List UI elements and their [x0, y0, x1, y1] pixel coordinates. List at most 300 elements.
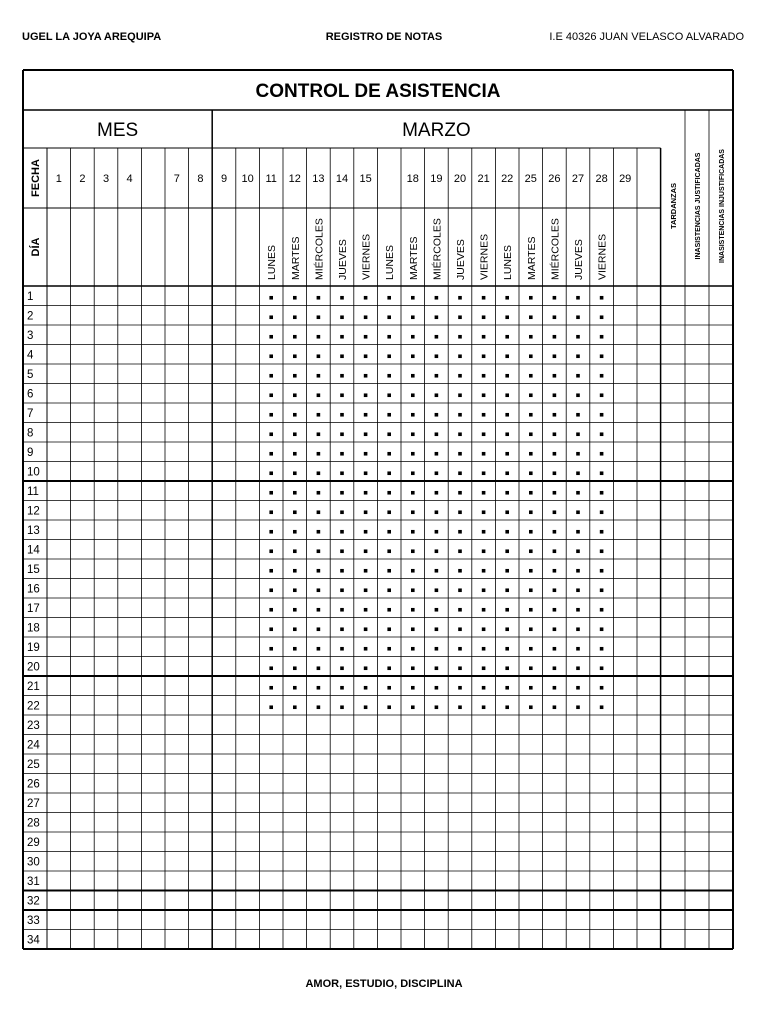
attendance-mark	[293, 666, 297, 670]
attendance-mark	[505, 705, 509, 709]
attendance-mark	[529, 510, 533, 514]
attendance-mark	[553, 588, 557, 592]
attendance-mark	[576, 627, 580, 631]
weekday-label: MARTES	[525, 236, 538, 280]
attendance-mark	[387, 549, 391, 553]
attendance-mark	[482, 471, 486, 475]
attendance-mark	[387, 588, 391, 592]
student-row-number: 6	[27, 388, 34, 401]
attendance-mark	[529, 432, 533, 436]
attendance-mark	[529, 666, 533, 670]
attendance-mark	[293, 471, 297, 475]
attendance-mark	[482, 432, 486, 436]
attendance-mark	[553, 354, 557, 358]
attendance-mark	[576, 491, 580, 495]
student-row-number: 18	[27, 622, 40, 635]
attendance-mark	[529, 413, 533, 417]
attendance-mark	[317, 432, 321, 436]
attendance-mark	[600, 569, 604, 573]
attendance-mark	[269, 530, 273, 534]
attendance-mark	[435, 666, 439, 670]
attendance-mark	[600, 315, 604, 319]
attendance-mark	[482, 413, 486, 417]
attendance-mark	[317, 296, 321, 300]
attendance-mark	[340, 588, 344, 592]
attendance-mark	[317, 452, 321, 456]
attendance-mark	[482, 452, 486, 456]
attendance-mark	[576, 471, 580, 475]
attendance-mark	[269, 588, 273, 592]
attendance-mark	[293, 374, 297, 378]
attendance-mark	[482, 608, 486, 612]
weekday-label: LUNES	[502, 244, 515, 280]
attendance-mark	[458, 335, 462, 339]
attendance-mark	[553, 666, 557, 670]
attendance-mark	[340, 686, 344, 690]
attendance-mark	[505, 627, 509, 631]
attendance-mark	[529, 588, 533, 592]
attendance-mark	[364, 335, 368, 339]
attendance-mark	[387, 705, 391, 709]
attendance-mark	[458, 569, 462, 573]
attendance-mark	[458, 315, 462, 319]
attendance-mark	[482, 393, 486, 397]
attendance-mark	[317, 471, 321, 475]
date-number: 20	[453, 173, 467, 185]
attendance-mark	[364, 530, 368, 534]
attendance-mark	[387, 608, 391, 612]
attendance-mark	[529, 374, 533, 378]
date-number: 9	[220, 173, 228, 185]
attendance-mark	[293, 647, 297, 651]
attendance-mark	[529, 705, 533, 709]
attendance-mark	[482, 354, 486, 358]
student-row-number: 1	[27, 291, 34, 303]
student-row-number: 31	[27, 876, 40, 888]
attendance-mark	[387, 647, 391, 651]
attendance-mark	[600, 296, 604, 300]
attendance-mark	[529, 686, 533, 690]
date-number: 22	[501, 173, 514, 185]
attendance-mark	[458, 432, 462, 436]
attendance-mark	[340, 530, 344, 534]
attendance-mark	[458, 549, 462, 553]
attendance-mark	[600, 374, 604, 378]
attendance-mark	[340, 393, 344, 397]
attendance-mark	[364, 510, 368, 514]
attendance-mark	[293, 296, 297, 300]
attendance-mark	[553, 315, 557, 319]
attendance-mark	[317, 491, 321, 495]
attendance-mark	[505, 432, 509, 436]
student-row-number: 13	[27, 525, 40, 537]
weekday-label: VIERNES	[596, 233, 609, 280]
attendance-mark	[435, 296, 439, 300]
attendance-mark	[553, 627, 557, 631]
attendance-mark	[458, 608, 462, 612]
attendance-mark	[505, 413, 509, 417]
date-number: 21	[477, 173, 490, 185]
attendance-mark	[435, 608, 439, 612]
attendance-mark	[293, 627, 297, 631]
attendance-mark	[269, 569, 273, 573]
attendance-mark	[293, 510, 297, 514]
attendance-mark	[600, 647, 604, 651]
attendance-mark	[529, 627, 533, 631]
attendance-mark	[458, 413, 462, 417]
attendance-mark	[553, 432, 557, 436]
attendance-mark	[576, 549, 580, 553]
attendance-mark	[269, 413, 273, 417]
attendance-mark	[411, 452, 415, 456]
date-number: 28	[595, 173, 608, 185]
attendance-mark	[458, 647, 462, 651]
attendance-mark	[435, 530, 439, 534]
attendance-mark	[364, 452, 368, 456]
attendance-mark	[529, 335, 533, 339]
attendance-mark	[529, 354, 533, 358]
attendance-mark	[387, 335, 391, 339]
attendance-mark	[529, 491, 533, 495]
attendance-mark	[293, 686, 297, 690]
attendance-mark	[435, 510, 439, 514]
weekday-label: LUNES	[384, 244, 397, 280]
date-number: 26	[548, 173, 561, 185]
student-row-number: 29	[27, 837, 40, 849]
attendance-mark	[340, 666, 344, 670]
attendance-mark	[293, 413, 297, 417]
weekday-label: VIERNES	[360, 233, 373, 280]
attendance-mark	[411, 588, 415, 592]
attendance-mark	[293, 393, 297, 397]
attendance-mark	[600, 432, 604, 436]
attendance-mark	[600, 335, 604, 339]
weekday-label: MIÉRCOLES	[313, 218, 326, 280]
attendance-mark	[482, 666, 486, 670]
attendance-mark	[458, 705, 462, 709]
attendance-mark	[411, 413, 415, 417]
attendance-mark	[317, 335, 321, 339]
attendance-mark	[600, 588, 604, 592]
attendance-mark	[505, 471, 509, 475]
attendance-mark	[576, 705, 580, 709]
date-number: 27	[571, 173, 585, 185]
attendance-mark	[340, 315, 344, 319]
attendance-mark	[576, 374, 580, 378]
attendance-mark	[293, 432, 297, 436]
attendance-mark	[505, 686, 509, 690]
student-row-number: 24	[27, 739, 40, 752]
attendance-mark	[317, 549, 321, 553]
weekday-label: JUEVES	[573, 239, 585, 280]
attendance-mark	[600, 549, 604, 553]
student-row-number: 25	[27, 759, 40, 771]
student-row-number: 17	[27, 603, 40, 615]
attendance-mark	[269, 647, 273, 651]
student-row-number: 34	[27, 934, 40, 947]
attendance-mark	[505, 374, 509, 378]
attendance-mark	[269, 627, 273, 631]
attendance-mark	[576, 296, 580, 300]
attendance-mark	[364, 549, 368, 553]
attendance-mark	[458, 374, 462, 378]
attendance-mark	[364, 374, 368, 378]
attendance-mark	[293, 530, 297, 534]
attendance-mark	[529, 569, 533, 573]
student-row-number: 2	[27, 310, 34, 323]
attendance-mark	[411, 471, 415, 475]
attendance-mark	[600, 471, 604, 475]
attendance-mark	[340, 491, 344, 495]
student-row-number: 5	[27, 369, 34, 381]
attendance-mark	[600, 686, 604, 690]
attendance-mark	[317, 705, 321, 709]
attendance-mark	[411, 296, 415, 300]
attendance-mark	[411, 647, 415, 651]
attendance-mark	[529, 608, 533, 612]
attendance-mark	[317, 374, 321, 378]
attendance-mark	[482, 335, 486, 339]
student-row-number: 32	[27, 895, 40, 908]
attendance-mark	[505, 569, 509, 573]
student-row-number: 15	[27, 564, 40, 576]
fecha-label: FECHA	[30, 159, 42, 197]
weekday-label: MIÉRCOLES	[549, 218, 562, 280]
attendance-mark	[364, 315, 368, 319]
attendance-mark	[458, 452, 462, 456]
attendance-mark	[269, 666, 273, 670]
attendance-mark	[458, 354, 462, 358]
attendance-mark	[411, 393, 415, 397]
attendance-mark	[340, 374, 344, 378]
attendance-mark	[411, 315, 415, 319]
student-row-number: 14	[27, 544, 40, 557]
attendance-mark	[340, 608, 344, 612]
attendance-mark	[529, 471, 533, 475]
attendance-mark	[317, 569, 321, 573]
attendance-mark	[340, 452, 344, 456]
attendance-mark	[553, 413, 557, 417]
attendance-mark	[269, 393, 273, 397]
attendance-mark	[600, 354, 604, 358]
attendance-mark	[387, 491, 391, 495]
attendance-mark	[387, 354, 391, 358]
attendance-mark	[411, 569, 415, 573]
attendance-mark	[411, 686, 415, 690]
attendance-mark	[411, 374, 415, 378]
attendance-mark	[435, 413, 439, 417]
summary-header: TARDANZAS	[668, 182, 678, 230]
attendance-mark	[293, 452, 297, 456]
attendance-mark	[553, 608, 557, 612]
attendance-mark	[411, 608, 415, 612]
attendance-mark	[411, 354, 415, 358]
attendance-mark	[293, 705, 297, 709]
attendance-mark	[387, 452, 391, 456]
attendance-mark	[482, 491, 486, 495]
attendance-mark	[435, 393, 439, 397]
date-number: 14	[335, 173, 349, 185]
student-row-number: 23	[27, 720, 40, 732]
attendance-mark	[435, 491, 439, 495]
attendance-mark	[364, 413, 368, 417]
attendance-mark	[553, 549, 557, 553]
attendance-mark	[293, 608, 297, 612]
attendance-mark	[435, 335, 439, 339]
attendance-mark	[576, 530, 580, 534]
attendance-mark	[387, 432, 391, 436]
attendance-mark	[458, 686, 462, 690]
header-registro: REGISTRO DE NOTAS	[325, 31, 443, 43]
attendance-mark	[317, 588, 321, 592]
attendance-mark	[340, 296, 344, 300]
attendance-mark	[269, 335, 273, 339]
header-ugel: UGEL LA JOYA AREQUIPA	[22, 31, 162, 43]
attendance-mark	[364, 296, 368, 300]
attendance-mark	[411, 705, 415, 709]
attendance-mark	[387, 530, 391, 534]
attendance-mark	[340, 647, 344, 651]
attendance-mark	[411, 530, 415, 534]
student-row-number: 7	[27, 408, 34, 420]
attendance-mark	[553, 569, 557, 573]
attendance-mark	[576, 335, 580, 339]
date-number: 19	[430, 173, 443, 185]
student-row-number: 4	[27, 349, 34, 362]
attendance-mark	[600, 608, 604, 612]
attendance-mark	[458, 588, 462, 592]
attendance-mark	[435, 647, 439, 651]
attendance-mark	[269, 432, 273, 436]
attendance-mark	[269, 296, 273, 300]
attendance-mark	[600, 491, 604, 495]
attendance-mark	[553, 705, 557, 709]
attendance-mark	[387, 374, 391, 378]
attendance-mark	[269, 452, 273, 456]
attendance-mark	[576, 393, 580, 397]
weekday-label: MARTES	[407, 236, 420, 280]
student-row-number: 12	[27, 505, 40, 518]
attendance-mark	[411, 335, 415, 339]
student-row-number: 10	[27, 466, 40, 479]
attendance-mark	[317, 413, 321, 417]
attendance-mark	[269, 471, 273, 475]
attendance-mark	[435, 354, 439, 358]
attendance-mark	[340, 335, 344, 339]
weekday-label: JUEVES	[455, 239, 467, 280]
date-number: 7	[173, 173, 180, 185]
weekday-label: LUNES	[266, 244, 279, 280]
attendance-mark	[529, 647, 533, 651]
attendance-mark	[553, 530, 557, 534]
attendance-mark	[576, 686, 580, 690]
attendance-mark	[293, 335, 297, 339]
attendance-mark	[576, 588, 580, 592]
attendance-mark	[576, 647, 580, 651]
attendance-mark	[340, 471, 344, 475]
student-row-number: 3	[27, 330, 34, 342]
attendance-mark	[317, 510, 321, 514]
dia-label: DÍA	[30, 237, 42, 257]
student-row-number: 28	[27, 817, 40, 830]
weekday-label: MARTES	[289, 236, 302, 280]
attendance-mark	[505, 549, 509, 553]
attendance-mark	[458, 393, 462, 397]
attendance-mark	[411, 627, 415, 631]
attendance-mark	[435, 686, 439, 690]
attendance-mark	[340, 413, 344, 417]
attendance-mark	[553, 686, 557, 690]
attendance-mark	[529, 393, 533, 397]
attendance-mark	[387, 296, 391, 300]
attendance-mark	[387, 510, 391, 514]
attendance-mark	[458, 491, 462, 495]
student-row-number: 9	[27, 447, 34, 459]
attendance-mark	[317, 530, 321, 534]
weekday-label: MIÉRCOLES	[431, 218, 444, 280]
attendance-mark	[340, 432, 344, 436]
attendance-mark	[505, 608, 509, 612]
attendance-mark	[482, 627, 486, 631]
attendance-mark	[482, 510, 486, 514]
attendance-mark	[576, 413, 580, 417]
attendance-mark	[387, 569, 391, 573]
student-row-number: 26	[27, 778, 40, 791]
attendance-mark	[458, 627, 462, 631]
attendance-mark	[364, 588, 368, 592]
attendance-mark	[387, 666, 391, 670]
date-number: 10	[241, 173, 254, 185]
attendance-mark	[387, 393, 391, 397]
attendance-mark	[505, 452, 509, 456]
attendance-mark	[576, 432, 580, 436]
attendance-mark	[269, 608, 273, 612]
attendance-mark	[387, 315, 391, 319]
attendance-mark	[293, 588, 297, 592]
attendance-mark	[529, 315, 533, 319]
month-label: MES	[97, 120, 139, 141]
attendance-mark	[482, 315, 486, 319]
attendance-mark	[576, 452, 580, 456]
attendance-mark	[482, 686, 486, 690]
attendance-mark	[576, 510, 580, 514]
student-row-number: 8	[27, 427, 34, 440]
attendance-mark	[482, 705, 486, 709]
date-number: 4	[126, 173, 133, 185]
attendance-mark	[364, 608, 368, 612]
attendance-mark	[364, 471, 368, 475]
attendance-mark	[600, 705, 604, 709]
footer-motto: AMOR, ESTUDIO, DISCIPLINA	[305, 978, 463, 990]
attendance-mark	[458, 471, 462, 475]
student-row-number: 30	[27, 856, 40, 869]
attendance-mark	[600, 452, 604, 456]
attendance-mark	[435, 374, 439, 378]
student-row-number: 16	[27, 583, 40, 596]
attendance-mark	[505, 588, 509, 592]
attendance-mark	[529, 452, 533, 456]
attendance-mark	[600, 393, 604, 397]
attendance-mark	[411, 510, 415, 514]
attendance-mark	[505, 647, 509, 651]
student-row-number: 21	[27, 681, 40, 693]
attendance-mark	[482, 530, 486, 534]
attendance-mark	[553, 647, 557, 651]
attendance-mark	[458, 510, 462, 514]
attendance-mark	[293, 549, 297, 553]
date-number: 29	[619, 173, 632, 185]
attendance-mark	[293, 315, 297, 319]
